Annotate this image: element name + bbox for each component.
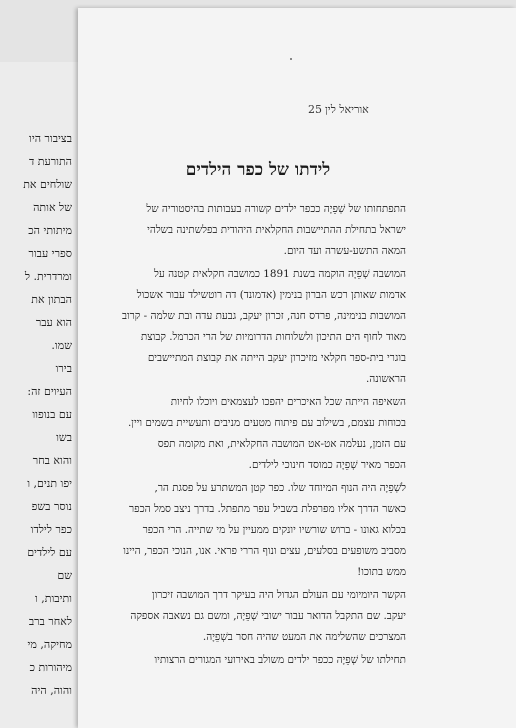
body-line: ישראל בתחילת ההתיישבות החקלאית היהודית בפלשתינה בשלהי: [147, 224, 406, 236]
left-page-line: והוא בחר: [32, 454, 72, 467]
body-line: לשְׁפֵיָה היה הנוף המיוחד שלו. כפר קטן המשתרע על פסגת הר,: [154, 482, 406, 494]
body-line: יעקב. שם התקבל הדואר עבור ישובי שְׁפֵיָה, ומשם גם נשאבה אספקה: [130, 610, 406, 622]
body-line: הראשונה.: [366, 373, 406, 385]
body-line: התפתחותו של שְׁפֵיָה ככפר ילדים קשורה בעבותות בהיסטוריה של: [146, 203, 406, 215]
left-page-line: ספרי עבור: [28, 247, 72, 260]
body-line: הקשר היומיומי עם העולם הגדול היה בעיקר דרך המושבה זיכרון: [151, 589, 406, 601]
left-page-line: הבתון את: [31, 293, 72, 306]
left-page-line: ומרדרית. ל: [24, 270, 72, 283]
body-line: המושבה שְׁפֵיָה הוקמה בשנת 1891 כמושבה חקלאית קטנה על: [154, 268, 406, 280]
left-page-line: התורעת ד: [29, 155, 72, 168]
left-page-line: בירו: [55, 362, 72, 375]
body-line: השאיפה הייתה שכל האיכרים יהפכו לעצמאים ויוכלו לחיות: [170, 396, 406, 408]
chapter-title: לידתו של כפר הילדים: [185, 160, 331, 180]
body-line: מסביב משופעים בסלעים, עצים ונוף הררי פראי. אנו, הנוכי הכפר, היינו: [123, 545, 406, 557]
scan-speck: [290, 58, 292, 60]
left-page-line: כפר לילדו: [30, 523, 72, 536]
left-page-line: מיתותי הכ: [28, 224, 72, 237]
left-page-line: יפו תנים, ו: [27, 477, 72, 490]
left-page-line: ותיבות, ו: [34, 592, 72, 605]
left-page-line: מיהורות כ: [29, 661, 72, 674]
body-line: תחילתו של שְׁפֵיָה ככפר ילדים משולב באירועי המגורים הרצותיו: [154, 654, 406, 666]
left-page-line: בשו: [56, 431, 72, 444]
left-page-line: שם: [57, 569, 72, 582]
left-page-line: של אותה: [33, 201, 72, 214]
left-page-line: מחיקה, מי: [27, 638, 72, 651]
left-page-line: נוסר בשפ: [31, 500, 72, 513]
left-page-line: העיוים זה:: [27, 385, 72, 398]
body-line: המאה התשע-עשרה ועד היום.: [283, 245, 406, 257]
body-line: בכלוא גאונו - ברוש שורשיו יונקים ממעיין על מי שתייה. הרי הכפר: [142, 524, 406, 536]
running-head: אוריאל לין: [325, 103, 369, 116]
body-line: המושבות בנימינה, פרדס חנה, זכרון יעקב, גבעת עדה ובת שלמה - קרוב: [122, 310, 406, 322]
left-page-line: שמו.: [51, 339, 72, 352]
body-line: המצרכים שהשלימה את המעט שהיה חסר בשְׁפֵיָה.: [202, 631, 406, 643]
left-page-line: הוא עבר: [35, 316, 72, 329]
body-line: כאשר הדרך אליו מפרפלת בשביל עפר מתפתל. בדרך ניצב סמל הכפר: [129, 503, 406, 515]
body-line: מאוד לחוף הים התיכון ולשלוחות הדרומיות של הרי הכרמל. קבוצת: [140, 331, 406, 343]
left-page-line: עם לילדים: [27, 546, 72, 559]
page-number: 25: [308, 103, 322, 116]
body-line: ממש בתוכו!: [357, 566, 406, 578]
left-page-line: עם בנופוו: [32, 408, 72, 421]
left-page-line: והוה, היה: [31, 684, 72, 697]
body-line: אדמות שאותן רכש הברון בנימין (אדמונד) דה רוטשילד עבור אשכול: [136, 289, 406, 301]
left-page-line: בציבור היו: [29, 132, 72, 145]
body-line: בוגרי בית-ספר חקלאי מזיכרון יעקב הייתה את קבוצת המתיישבים: [147, 352, 406, 364]
left-page-line: שולחים את: [23, 178, 72, 191]
left-page-line: לאחר ברב: [28, 615, 72, 628]
body-line: בכוחות עצמם, בשילוב עם פיתוח מטעים מניבים ותעשיית בשמים ויין.: [128, 417, 406, 429]
body-line: הכפר מאיר שְׁפֵיָה כמוסד חינוכי לילדים.: [248, 459, 406, 471]
body-line: עם הזמן, נעלמה אט-אט המושבה החקלאית, ואת מקומה תפס: [157, 438, 406, 450]
